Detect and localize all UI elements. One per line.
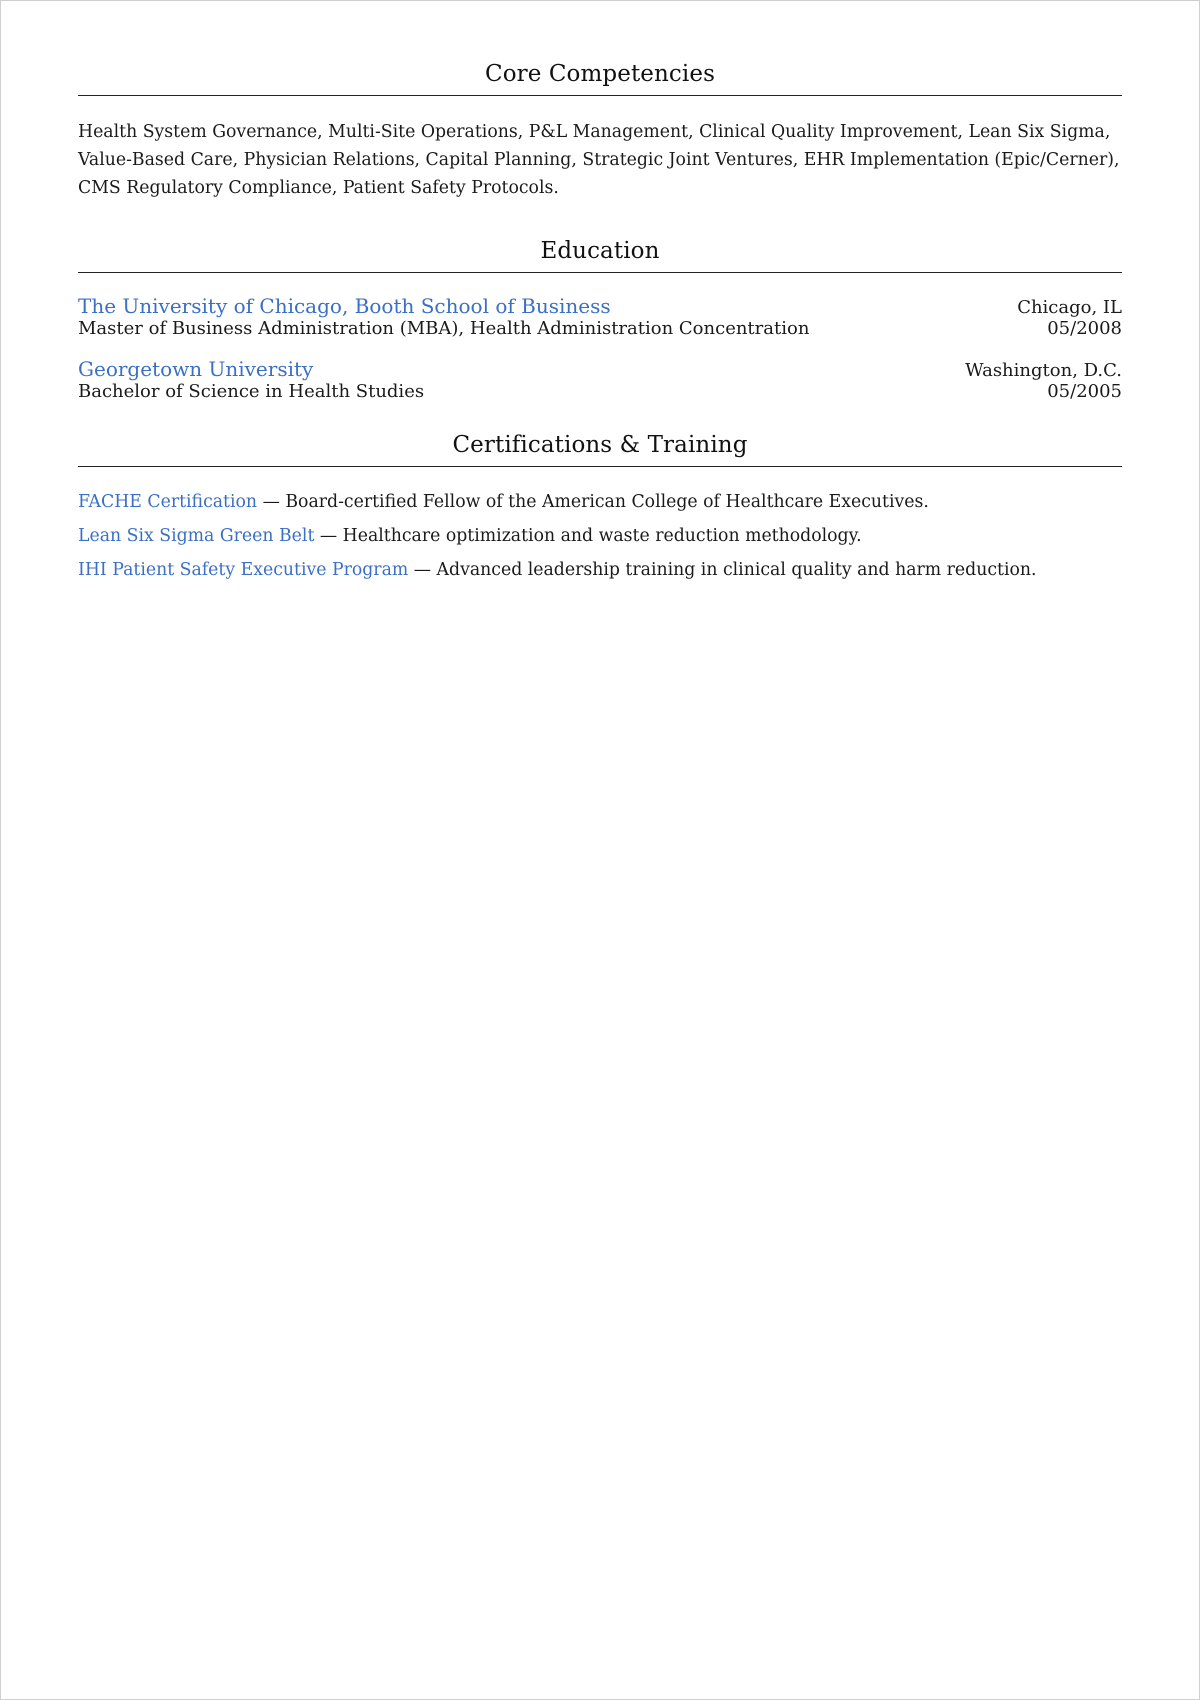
education-entry-bottom-row [78, 381, 1122, 402]
education-date: 05/2005 [1047, 381, 1122, 402]
education-location: Chicago, IL [1017, 297, 1122, 318]
education-degree: Bachelor of Science in Health Studies [78, 381, 425, 402]
certification-separator: — [408, 560, 437, 580]
certifications-list [78, 491, 1122, 581]
certification-name: Lean Six Sigma Green Belt [78, 526, 315, 546]
certification-name: FACHE Certification [78, 492, 258, 512]
certification-separator: — [314, 526, 343, 546]
page-content [78, 1, 1122, 593]
certification-item [78, 525, 1122, 547]
education-school-name: Georgetown University [78, 357, 314, 381]
certifications-heading: Certifications & Training [78, 432, 1122, 467]
core-competencies-text: Health System Governance, Multi-Site Operations, P&L Management, Clinical Quality Improvement, Lean Six Sigma, Value-Based Care, Physician Relations, Capital Planning, Strategic Joint Ventures, EHR Implementation (Epic/Cerner), CMS Regulatory Compliance, Patient Safety Protocols. [78, 122, 1120, 198]
education-section [78, 238, 1122, 402]
certification-description: Advanced leadership training in clinical quality and harm reduction. [436, 560, 1037, 580]
certification-separator: — [257, 492, 286, 512]
certification-item [78, 491, 1122, 513]
certification-description: Board-certified Fellow of the American College of Healthcare Executives. [285, 492, 929, 512]
education-location: Washington, D.C. [965, 360, 1122, 381]
education-date: 05/2008 [1047, 318, 1122, 339]
core-competencies-section [78, 61, 1122, 202]
education-list [78, 295, 1122, 402]
certification-name: IHI Patient Safety Executive Program [78, 560, 409, 580]
education-entry-bottom-row [78, 318, 1122, 339]
education-entry [78, 358, 1122, 402]
education-entry [78, 295, 1122, 339]
education-heading: Education [78, 238, 1122, 273]
education-degree: Master of Business Administration (MBA), Health Administration Concentration [78, 318, 810, 339]
education-school-name: The University of Chicago, Booth School of Business [78, 294, 611, 318]
education-entry-top-row [78, 358, 1122, 381]
core-competencies-heading: Core Competencies [78, 61, 1122, 96]
education-entry-top-row [78, 295, 1122, 318]
certifications-section [78, 432, 1122, 581]
certification-item [78, 559, 1122, 581]
certification-description: Healthcare optimization and waste reduction methodology. [342, 526, 862, 546]
